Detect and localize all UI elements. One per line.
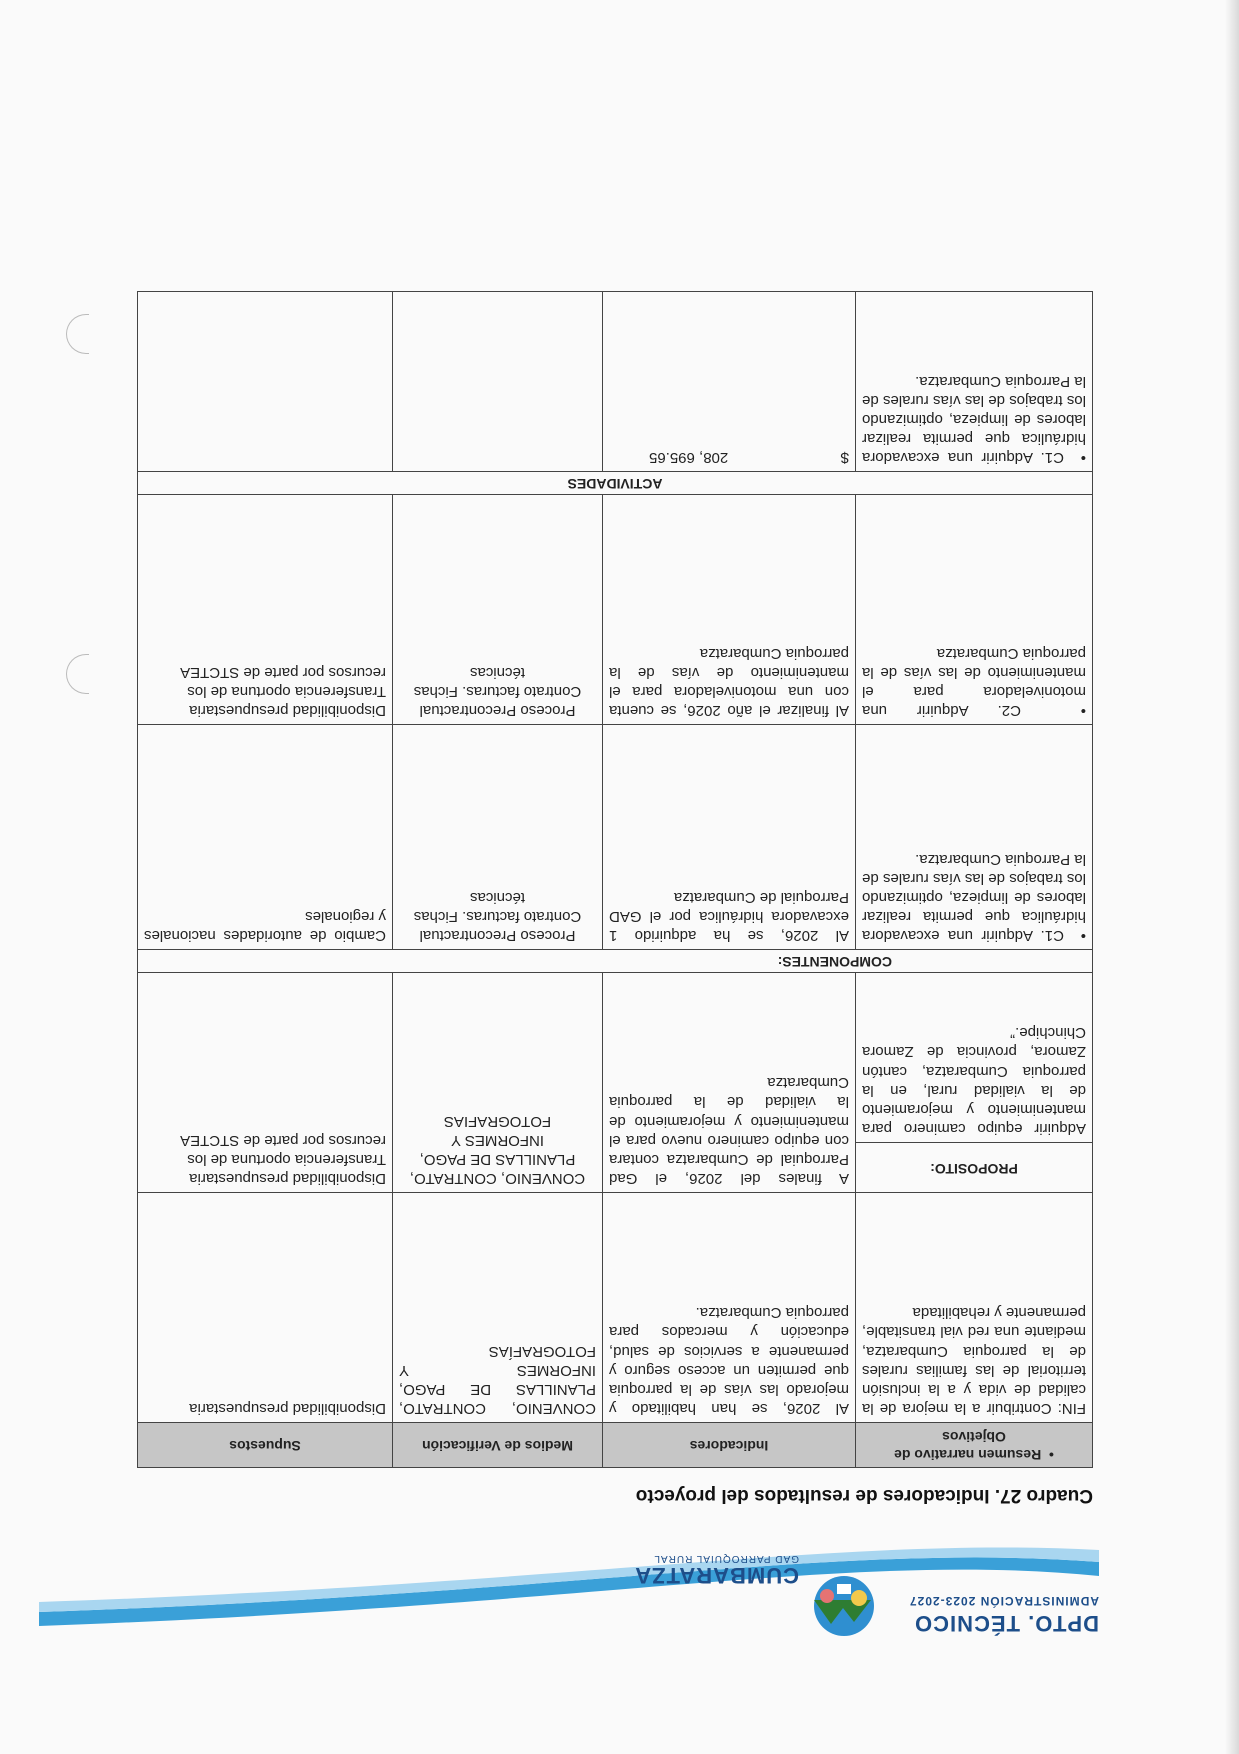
brand-subtitle: GAD PARROQUIAL RURAL bbox=[653, 1553, 799, 1564]
row-proposito-title bbox=[138, 1143, 1093, 1193]
brand-name: CUMBARATZA bbox=[634, 1563, 799, 1588]
letterhead bbox=[39, 1536, 1099, 1646]
department-name: DPTO. TÉCNICO bbox=[914, 1611, 1099, 1636]
proposito-medios: CONVENIO, CONTRATO, PLANILLAS DE PAGO, INFORMES Y FOTOGRAFIAS bbox=[393, 973, 603, 1193]
row-actividades-title bbox=[138, 472, 1093, 495]
paper-edge-shadow bbox=[1225, 0, 1239, 1754]
actividad-c1-presupuesto bbox=[603, 292, 856, 472]
row-componente-c1 bbox=[138, 725, 1093, 950]
actividad-c1-supuestos bbox=[138, 292, 393, 472]
row-fin bbox=[138, 1193, 1093, 1423]
header-medios: Medios de Verificación bbox=[393, 1423, 603, 1468]
proposito-indicadores: A finales del 2026, el Gad Parroquial de Cumbaratza contara con equipo caminero nuevo para el mantenimiento y mejoramiento de la vialidad de la parroquia Cumbaratza bbox=[603, 973, 856, 1193]
actividad-c1-resumen: • C1. Adquirir una excavadora hidráulica que permita realizar labores de limpieza, optimizando los trabajos de las vías rurales de la Parroquia Cumbaratza. bbox=[856, 292, 1093, 472]
proposito-resumen: Adquirir equipo caminero para mantenimiento y mejoramiento de la vialidad rural, en la parroquia Cumbaratza, cantón Zamora, provincia de Zamora Chinchipe.” bbox=[856, 973, 1093, 1143]
header-supuestos: Supuestos bbox=[138, 1423, 393, 1468]
c1-medios: Proceso Precontractual Contrato facturas. Fichas técnicas bbox=[393, 725, 603, 950]
actividades-title: ACTIVIDADES bbox=[138, 472, 1093, 495]
c1-indicadores: Al 2026, se ha adquirido 1 excavadora hidráulica por el GAD Parroquial de Cumbaratza bbox=[603, 725, 856, 950]
binder-hole-mark bbox=[66, 314, 89, 354]
header-indicadores: Indicadores bbox=[603, 1423, 856, 1468]
administration-period: ADMINISTRACIÓN 2023-2027 bbox=[908, 1594, 1099, 1608]
binder-hole-mark bbox=[66, 654, 89, 694]
c2-resumen: • C2. Adquirir una motoniveladora para el mantenimiento de las vías de la parroquia Cumbaratza bbox=[856, 495, 1093, 725]
table-caption: Cuadro 27. Indicadores de resultados del proyecto bbox=[635, 1485, 1093, 1506]
proposito-title: PROPOSITO: bbox=[856, 1143, 1093, 1193]
fin-supuestos: Disponibilidad presupuestaria bbox=[138, 1193, 393, 1423]
c2-supuestos: Disponibilidad presupuestaria Transferencia oportuna de los recursos por parte de STCTEA bbox=[138, 495, 393, 725]
c2-medios: Proceso Precontractual Contrato facturas. Fichas técnicas bbox=[393, 495, 603, 725]
actividad-c1-medios bbox=[393, 292, 603, 472]
results-indicators-table bbox=[137, 291, 1093, 1468]
header-resumen: • Resumen narrativo de Objetivos bbox=[856, 1423, 1093, 1468]
budget-value: 208, 695.65 bbox=[649, 449, 729, 467]
fin-indicadores: Al 2026, se han habilitado y mejorado las vías de la parroquia que permiten un acceso seguro y permanente a servicios de salud, educación y mercados para parroquia Cumbaratza. bbox=[603, 1193, 856, 1423]
row-componentes-title bbox=[138, 950, 1093, 973]
c1-supuestos: Cambio de autoridades nacionales y regionales bbox=[138, 725, 393, 950]
componentes-title: COMPONENTES: bbox=[138, 950, 1093, 973]
budget-amount bbox=[609, 448, 849, 467]
proposito-supuestos: Disponibilidad presupuestaria Transferencia oportuna de los recursos por parte de STCTEA bbox=[138, 973, 393, 1193]
row-componente-c2 bbox=[138, 495, 1093, 725]
c2-indicadores: Al finalizar el año 2026, se cuenta con una motoniveladora para el mantenimiento de vías de la parroquia Cumbaratza bbox=[603, 495, 856, 725]
c1-resumen: • C1. Adquirir una excavadora hidráulica que permita realizar labores de limpieza, optimizando los trabajos de las vías rurales de la Parroquia Cumbaratza. bbox=[856, 725, 1093, 950]
fin-medios: CONVENIO, CONTRATO, PLANILLAS DE PAGO, INFORMES Y FOTOGRAFÍAS bbox=[393, 1193, 603, 1423]
fin-resumen: FIN: Contribuir a la mejora de la calidad de vida y a la inclusión territorial de las familias rurales de la parroquia Cumbaratza, mediante una red vial transitable, permanente y rehabilitada bbox=[856, 1193, 1093, 1423]
table-header-row bbox=[138, 1423, 1093, 1468]
row-actividad-c1 bbox=[138, 292, 1093, 472]
currency-symbol: $ bbox=[840, 449, 849, 467]
